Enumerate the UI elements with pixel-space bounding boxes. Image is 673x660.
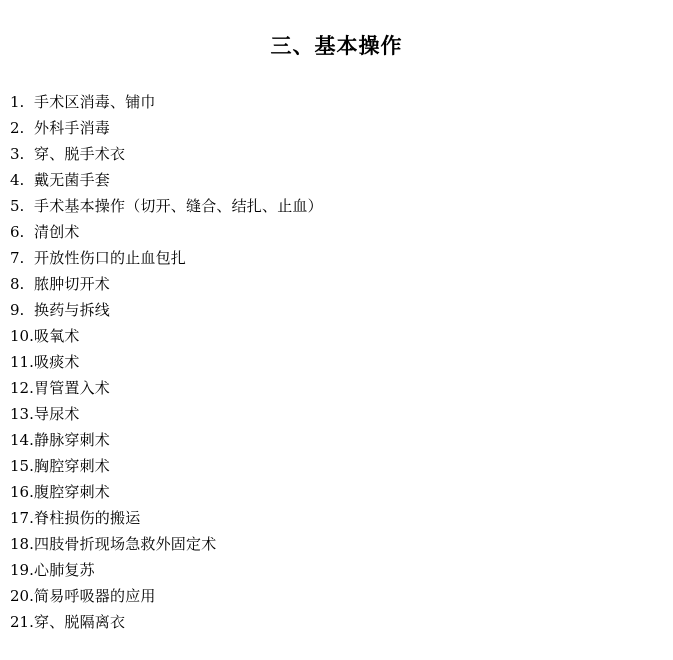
list-item-label: 腹腔穿刺术 — [34, 483, 111, 502]
list-item-label: 清创术 — [34, 223, 80, 242]
list-item-label: 导尿术 — [34, 405, 80, 424]
list-item-label: 吸痰术 — [34, 353, 80, 372]
list-item-number: 1. — [10, 93, 25, 112]
list-item — [0, 251, 673, 277]
list-item — [0, 355, 673, 381]
procedure-list — [0, 59, 673, 641]
list-item-number: 15. — [10, 457, 34, 476]
list-item-number: 20. — [10, 587, 34, 606]
list-item — [0, 537, 673, 563]
list-item-label: 四肢骨折现场急救外固定术 — [34, 535, 217, 554]
list-item — [0, 407, 673, 433]
list-item-number: 3. — [10, 145, 25, 164]
list-item-label: 脓肿切开术 — [34, 275, 111, 294]
list-item-label: 简易呼吸器的应用 — [34, 587, 156, 606]
list-item-label: 胃管置入术 — [34, 379, 111, 398]
list-item — [0, 121, 673, 147]
list-item-number: 5. — [10, 197, 25, 216]
list-item — [0, 433, 673, 459]
list-item-label: 开放性伤口的止血包扎 — [34, 249, 187, 268]
list-item-number: 14. — [10, 431, 34, 450]
list-item-label: 吸氧术 — [34, 327, 80, 346]
list-item-number: 11. — [10, 353, 34, 372]
list-item-number: 8. — [10, 275, 25, 294]
list-item-label: 手术区消毒、铺巾 — [34, 93, 156, 112]
list-item-label: 穿、脱手术衣 — [34, 145, 126, 164]
list-item-number: 21. — [10, 613, 34, 632]
list-item — [0, 303, 673, 329]
list-item-number: 19. — [10, 561, 34, 580]
list-item — [0, 615, 673, 641]
list-item-number: 18. — [10, 535, 34, 554]
list-item-label: 戴无菌手套 — [34, 171, 111, 190]
list-item-number: 7. — [10, 249, 25, 268]
list-item — [0, 511, 673, 537]
list-item — [0, 173, 673, 199]
list-item — [0, 329, 673, 355]
list-item — [0, 95, 673, 121]
list-item — [0, 459, 673, 485]
list-item-label: 外科手消毒 — [34, 119, 111, 138]
list-item — [0, 563, 673, 589]
list-item — [0, 277, 673, 303]
list-item-number: 2. — [10, 119, 25, 138]
list-item-label: 手术基本操作（切开、缝合、结扎、止血） — [34, 197, 323, 216]
list-item-number: 17. — [10, 509, 34, 528]
list-item — [0, 199, 673, 225]
list-item-number: 4. — [10, 171, 25, 190]
list-item — [0, 147, 673, 173]
list-item-label: 穿、脱隔离衣 — [34, 613, 126, 632]
list-item-label: 心肺复苏 — [34, 561, 95, 580]
page-title: 三、基本操作 — [270, 34, 403, 58]
list-item-number: 10. — [10, 327, 34, 346]
list-item — [0, 381, 673, 407]
list-item-number: 6. — [10, 223, 25, 242]
list-item-label: 脊柱损伤的搬运 — [34, 509, 141, 528]
list-item-label: 静脉穿刺术 — [34, 431, 111, 450]
list-item-label: 换药与拆线 — [34, 301, 111, 320]
list-item-label: 胸腔穿刺术 — [34, 457, 111, 476]
list-item — [0, 225, 673, 251]
list-item-number: 13. — [10, 405, 34, 424]
list-item-number: 9. — [10, 301, 25, 320]
list-item-number: 12. — [10, 379, 34, 398]
list-item-number: 16. — [10, 483, 34, 502]
list-item — [0, 589, 673, 615]
list-item — [0, 485, 673, 511]
